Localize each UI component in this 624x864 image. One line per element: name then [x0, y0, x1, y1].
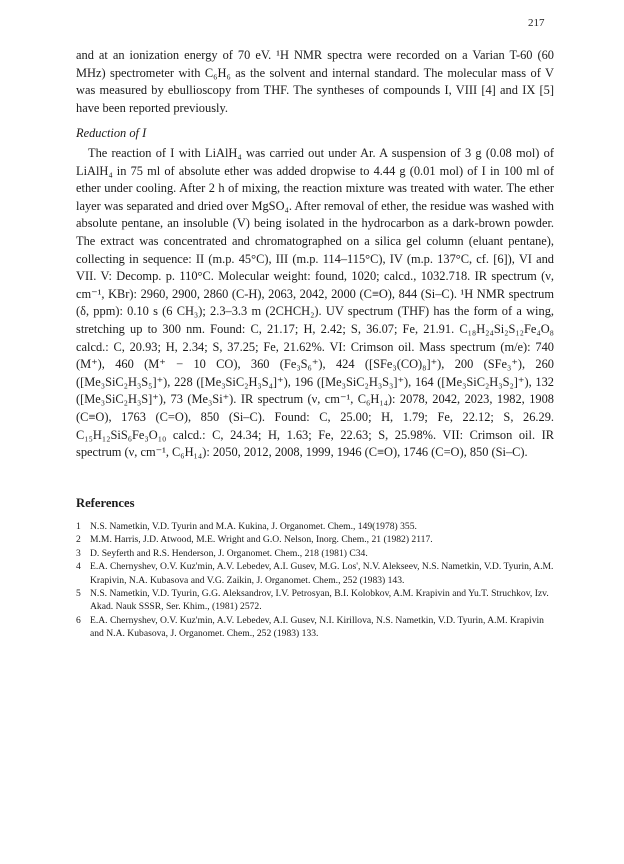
- intro-text: and at an ionization energy of 70 eV. ¹H NMR spectra were recorded on a Varian T-60 (60 MHz) spectrometer with C₆H₆ as the solvent and internal standard. The molecular mass of V was measured by ebullioscopy from THF. The syntheses of compounds I, VIII [4] and IX [5] have been reported previously.: [76, 48, 554, 115]
- references-title: References: [76, 496, 135, 510]
- reference-text: N.S. Nametkin, V.D. Tyurin, G.G. Aleksandrov, I.V. Petrosyan, B.I. Kolobkov, A.M. Krapivin and Yu.T. Struchkov, Izv. Akad. Nauk SSSR, Ser. Khim., (1981) 2572.: [90, 588, 549, 613]
- reference-number: 1: [76, 521, 81, 532]
- reference-number: 5: [76, 588, 81, 600]
- reference-item: [76, 533, 554, 546]
- reference-item: [76, 520, 554, 533]
- reference-item: [76, 547, 554, 560]
- intro-paragraph: [76, 47, 554, 117]
- reduction-paragraph: [76, 145, 554, 462]
- reference-text: N.S. Nametkin, V.D. Tyurin and M.A. Kukina, J. Organomet. Chem., 149(1978) 355.: [90, 521, 417, 532]
- reference-number: 4: [76, 561, 81, 573]
- reference-item: [76, 614, 554, 641]
- reference-number: 3: [76, 547, 81, 559]
- reference-item: [76, 587, 554, 614]
- section-title: Reduction of I: [76, 126, 147, 140]
- page-number: 217: [528, 17, 545, 29]
- reference-number: 2: [76, 534, 81, 546]
- reference-text: E.A. Chernyshev, O.V. Kuz'min, A.V. Lebedev, A.I. Gusev, N.I. Kirillova, N.S. Nametkin, V.D. Tyurin, A.M. Krapivin and N.A. Kubasova, J. Organomet. Chem., 252 (1983) 133.: [90, 614, 544, 640]
- reference-text: D. Seyferth and R.S. Henderson, J. Organomet. Chem., 218 (1981) C34.: [90, 547, 368, 559]
- reduction-text: The reaction of I with LiAlH₄ was carried out under Ar. A suspension of 3 g (0.08 mol) of LiAlH₄ in 75 ml of absolute ether was added dropwise to 4.44 g (0.01 mol) of I in 100 ml of ether under cooling. After 2 h of mixing, the reaction mixture was treated with water. The ether layer was separated and dried over MgSO₄. After removal of ether, the residue was washed with absolute pentane, an insoluble (V) being isolated in the hydrocarbon as a dark-brown powder. The extract was concentrated and chromatographed on a silica gel column (eluant pentane), collecting in sequence: II (m.p. 45°C), III (m.p. 114–115°C), IV (m.p. 137°C, cf. [6]), VI and VII. V: Decomp. p. 110°C. Molecular weight: found, 1020; calcd., 1032.718. IR spectrum (ν, cm⁻¹, KBr): 2960, 2900, 2860 (C-H), 2063, 2042, 2000 (C≡O), 844 (Si–C). ¹H NMR spectrum (δ, ppm): 0.10 s (6 CH₃); 2.3–3.3 m (2CHCH₂). UV spectrum (THF) has the form of a wing, stretching up to 300 nm. Found: C, 21.17; H, 2.42; S, 36.07; Fe, 21.91. C₁₈H₂₄Si₂S₁₂Fe₄O₈ calcd.: C, 20.93; H, 2.34; S, 37.25; Fe, 21.62%. VI: Crimson oil. Mass spectrum (m/e): 740 (M⁺), 460 (M⁺ − 10 CO), 360 (Fe₃S₆⁺), 424 ([SFe₃(CO)₈]⁺), 200 (SFe₃⁺), 260 ([Me₃SiC₂H₃S₅]⁺), 228 ([Me₃SiC₂H₃S₄]⁺), 196 ([Me₃SiC₂H₃S₃]⁺), 164 ([Me₃SiC₂H₃S₂]⁺), 132 ([Me₃SiC₂H₃S]⁺), 73 (Me₃Si⁺). IR spectrum (ν, cm⁻¹, C₆H₁₄): 2078, 2042, 2023, 1982, 1908 (C≡O), 1763 (C=O), 850 (Si–C). Found: C, 25.00; H, 1.79; Fe, 22.12; S, 26.29. C₁₅H₁₂SiS₆Fe₃O₁₀ calcd.: C, 24.34; H, 1.63; Fe, 22.63; S, 25.98%. VII: Crimson oil. IR spectrum (ν, cm⁻¹, C₆H₁₄): 2050, 2012, 2008, 1999, 1946 (C≡O), 1746 (C=O), 850 (Si–C).: [76, 146, 554, 460]
- reference-item: [76, 560, 554, 587]
- reference-number: 6: [76, 614, 81, 626]
- reference-text: E.A. Chernyshev, O.V. Kuz'min, A.V. Lebedev, A.I. Gusev, M.G. Los', N.V. Alekseev, N.S. Nametkin, V.D. Tyurin, A.M. Krapivin, N.A. Kubasova and V.G. Zaikin, J. Organomet. Chem., 252 (1983) 143.: [90, 561, 554, 586]
- references-list: [76, 520, 554, 641]
- reference-text: M.M. Harris, J.D. Atwood, M.E. Wright and G.O. Nelson, Inorg. Chem., 21 (1982) 2117.: [90, 534, 433, 546]
